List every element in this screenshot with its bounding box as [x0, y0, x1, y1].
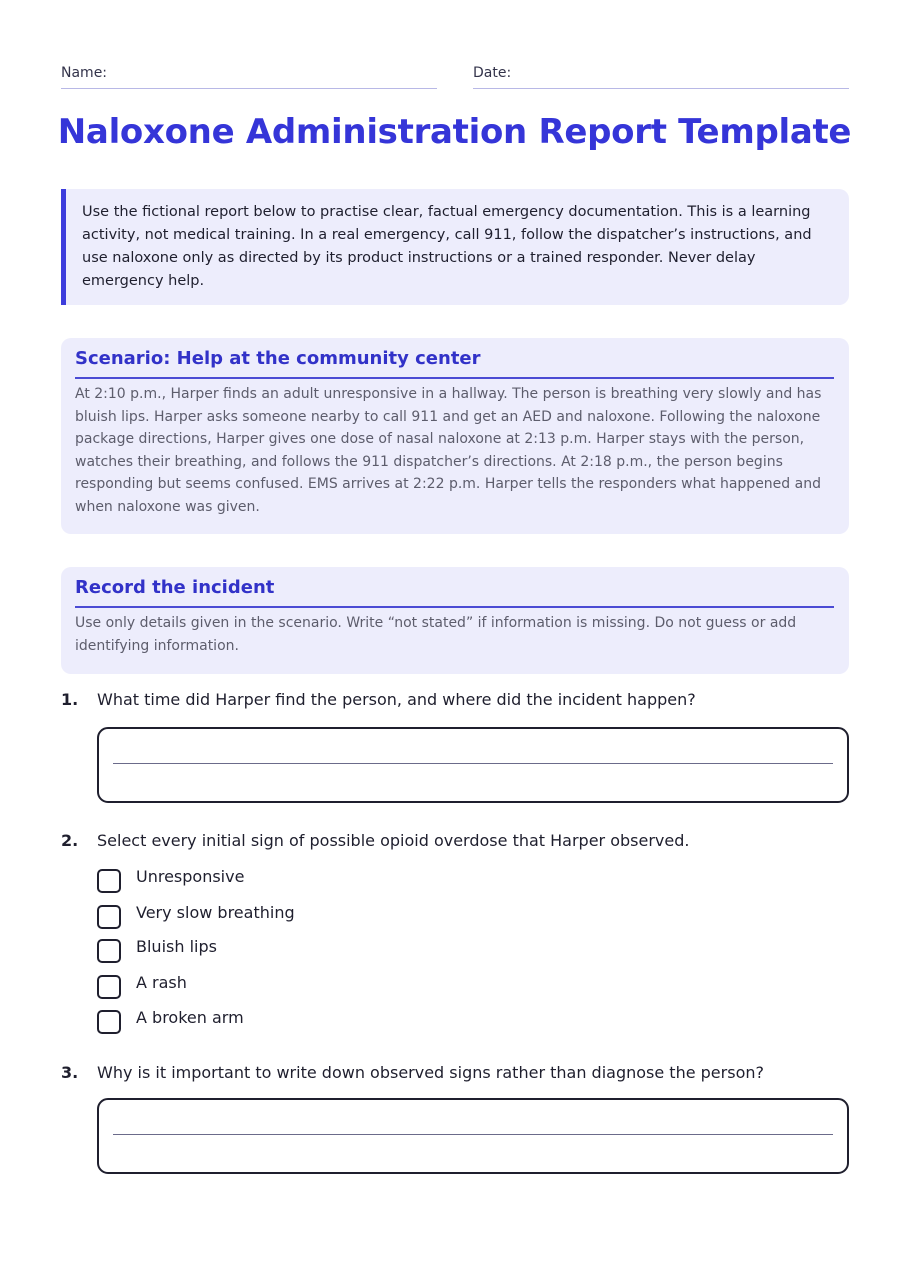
answer-line — [113, 763, 833, 764]
answer-box-3[interactable] — [97, 1098, 849, 1174]
scenario-body: At 2:10 p.m., Harper finds an adult unresponsive in a hallway. The person is breathing very slowly and has bluish lips. Harper asks someone nearby to call 911 and get an AED and naloxone. Following the naloxone package directions, Harper gives one dose of nasal naloxone at 2:13 p.m. Harper stays with the person, watches their breathing, and follows the 911 dispatcher’s directions. At 2:18 p.m., the person begins responding but seems confused. EMS arrives at 2:22 p.m. Harper tells the responders what happened and when naloxone was given. — [75, 386, 822, 515]
checkbox[interactable] — [97, 1010, 121, 1034]
checkbox[interactable] — [97, 939, 121, 963]
notice-callout: Use the fictional report below to practise clear, factual emergency documentation. This is a learning activity, not medical training. In a real emergency, call 911, follow the dispatcher’s instructions, and use naloxone only as directed by its product instructions or a trained responder. Never delay emergency help. — [61, 189, 849, 305]
answer-line — [113, 1134, 833, 1135]
record-instructions: Use only details given in the scenario. Write “not stated” if information is missing. Do not guess or add identifying information. — [75, 615, 797, 654]
date-field[interactable] — [473, 62, 849, 89]
question-text: What time did Harper find the person, and where did the incident happen? — [97, 690, 696, 709]
option-label: Unresponsive — [136, 867, 245, 886]
option-a-broken-arm[interactable] — [97, 1010, 497, 1038]
name-label: Name: — [61, 65, 108, 81]
name-field[interactable] — [61, 62, 437, 89]
scenario-panel — [61, 338, 849, 534]
option-label: A rash — [136, 973, 187, 992]
checkbox[interactable] — [97, 905, 121, 929]
option-label: Very slow breathing — [136, 903, 295, 922]
page-title: Naloxone Administration Report Template — [57, 112, 852, 152]
answer-box-1[interactable] — [97, 727, 849, 803]
question-text: Why is it important to write down observed signs rather than diagnose the person? — [97, 1063, 764, 1082]
question-number: 1. — [61, 690, 79, 709]
option-unresponsive[interactable] — [97, 869, 497, 897]
question-number: 2. — [61, 831, 79, 850]
option-label: Bluish lips — [136, 937, 217, 956]
option-label: A broken arm — [136, 1008, 244, 1027]
record-heading: Record the incident — [75, 577, 834, 608]
scenario-heading: Scenario: Help at the community center — [75, 348, 834, 379]
question-number: 3. — [61, 1063, 79, 1082]
checkbox[interactable] — [97, 975, 121, 999]
option-a-rash[interactable] — [97, 975, 497, 1003]
header-row — [61, 62, 849, 88]
question-text: Select every initial sign of possible opioid overdose that Harper observed. — [97, 831, 690, 850]
checkbox[interactable] — [97, 869, 121, 893]
option-very-slow-breathing[interactable] — [97, 905, 497, 933]
date-label: Date: — [473, 65, 512, 81]
record-panel — [61, 567, 849, 674]
option-bluish-lips[interactable] — [97, 939, 497, 967]
